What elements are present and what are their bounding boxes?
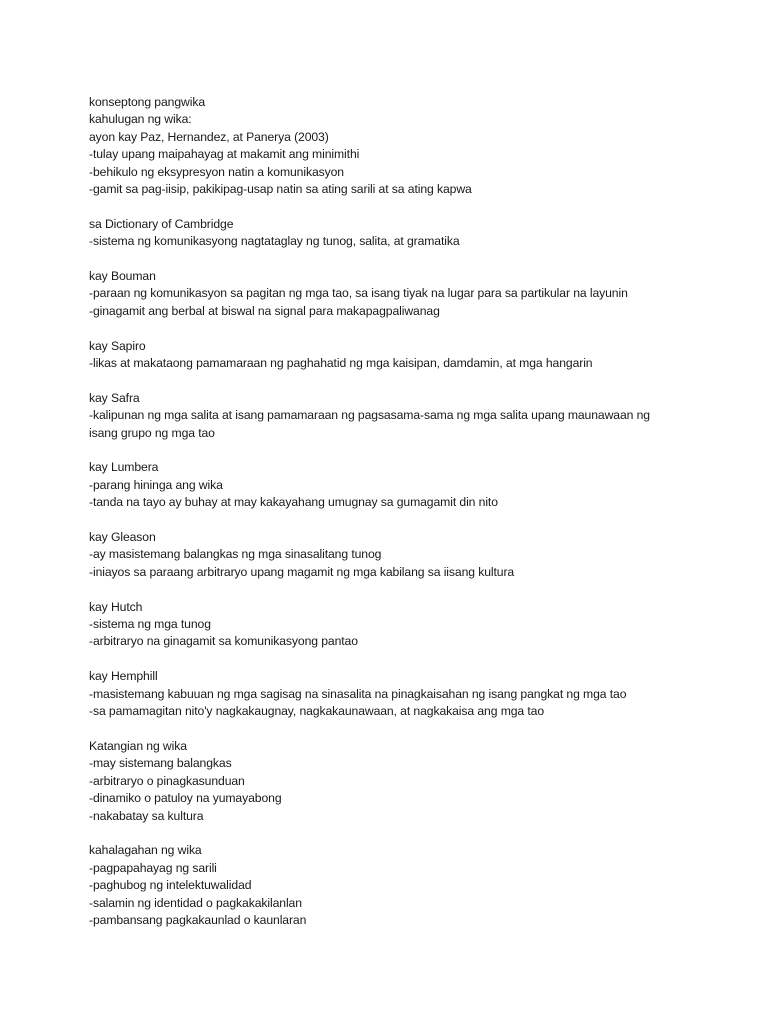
section-hutch	[89, 599, 749, 651]
definition-line-continued: isang grupo ng mga tao	[89, 425, 215, 440]
section-kahalagahan	[89, 842, 749, 929]
definition-line: -tulay upang maipahayag at makamit ang minimithi	[89, 147, 360, 162]
definition-line: -sistema ng komunikasyong nagtataglay ng tunog, salita, at gramatika	[89, 234, 460, 249]
section-gleason	[89, 529, 749, 581]
list-item: -nakabatay sa kultura	[89, 808, 204, 823]
list-item: -salamin ng identidad o pagkakakilanlan	[89, 895, 302, 910]
definition-line: -paraan ng komunikasyon sa pagitan ng mga tao, sa isang tiyak na lugar para sa partikular na layunin	[89, 286, 628, 301]
definition-line: -likas at makataong pamamaraan ng paghahatid ng mga kaisipan, damdamin, at mga hangarin	[89, 356, 593, 371]
definition-line: -iniayos sa paraang arbitraryo upang magamit ng mga kabilang sa iisang kultura	[89, 564, 515, 579]
definition-line: -behikulo ng eksypresyon natin a komunikasyon	[89, 164, 344, 179]
definition-line: -parang hininga ang wika	[89, 477, 223, 492]
list-item: -pagpapahayag ng sarili	[89, 860, 217, 875]
section-heading: kay Hutch	[89, 599, 143, 614]
definition-line: -sa pamamagitan nito'y nagkakaugnay, nagkakaunawaan, at nagkakaisa ang mga tao	[89, 704, 545, 719]
list-item: -arbitraryo o pinagkasunduan	[89, 773, 245, 788]
document-body	[89, 94, 749, 947]
section-heading: kay Gleason	[89, 530, 156, 545]
section-bouman	[89, 268, 749, 320]
section-heading: kay Sapiro	[89, 338, 146, 353]
section-heading: Katangian ng wika	[89, 738, 187, 753]
definition-line: -masistemang kabuuan ng mga sagisag na sinasalita na pinagkaisahan ng isang pangkat ng mga tao	[89, 686, 627, 701]
definition-line: -arbitraryo na ginagamit sa komunikasyong pantao	[89, 634, 358, 649]
section-lumbera	[89, 459, 749, 511]
list-item: -pambansang pagkakaunlad o kaunlaran	[89, 912, 307, 927]
list-item: -may sistemang balangkas	[89, 756, 232, 771]
section-heading: sa Dictionary of Cambridge	[89, 216, 234, 231]
source-line: ayon kay Paz, Hernandez, at Panerya (2003)	[89, 129, 329, 144]
section-heading: kay Bouman	[89, 269, 156, 284]
section-heading: konseptong pangwika	[89, 95, 205, 109]
section-konseptong-pangwika	[89, 94, 749, 198]
section-katangian	[89, 738, 749, 825]
section-heading: kay Lumbera	[89, 460, 159, 475]
definition-line: -tanda na tayo ay buhay at may kakayahang umugnay sa gumagamit din nito	[89, 495, 498, 510]
definition-line: -ay masistemang balangkas ng mga sinasalitang tunog	[89, 547, 382, 562]
subheading: kahulugan ng wika:	[89, 112, 192, 127]
section-heading: kay Hemphill	[89, 669, 158, 684]
section-sapiro	[89, 338, 749, 373]
section-safra	[89, 390, 749, 442]
definition-line: -sistema ng mga tunog	[89, 617, 211, 632]
section-heading: kay Safra	[89, 390, 140, 405]
definition-line: -ginagamit ang berbal at biswal na signal para makapagpaliwanag	[89, 303, 440, 318]
list-item: -paghubog ng intelektuwalidad	[89, 878, 252, 893]
section-cambridge	[89, 216, 749, 251]
list-item: -dinamiko o patuloy na yumayabong	[89, 791, 282, 806]
section-hemphill	[89, 668, 749, 720]
section-heading: kahalagahan ng wika	[89, 843, 202, 858]
definition-line: -kalipunan ng mga salita at isang pamamaraan ng pagsasama-sama ng mga salita upang maunawaan ng	[89, 408, 650, 423]
definition-line: -gamit sa pag-iisip, pakikipag-usap natin sa ating sarili at sa ating kapwa	[89, 182, 472, 197]
